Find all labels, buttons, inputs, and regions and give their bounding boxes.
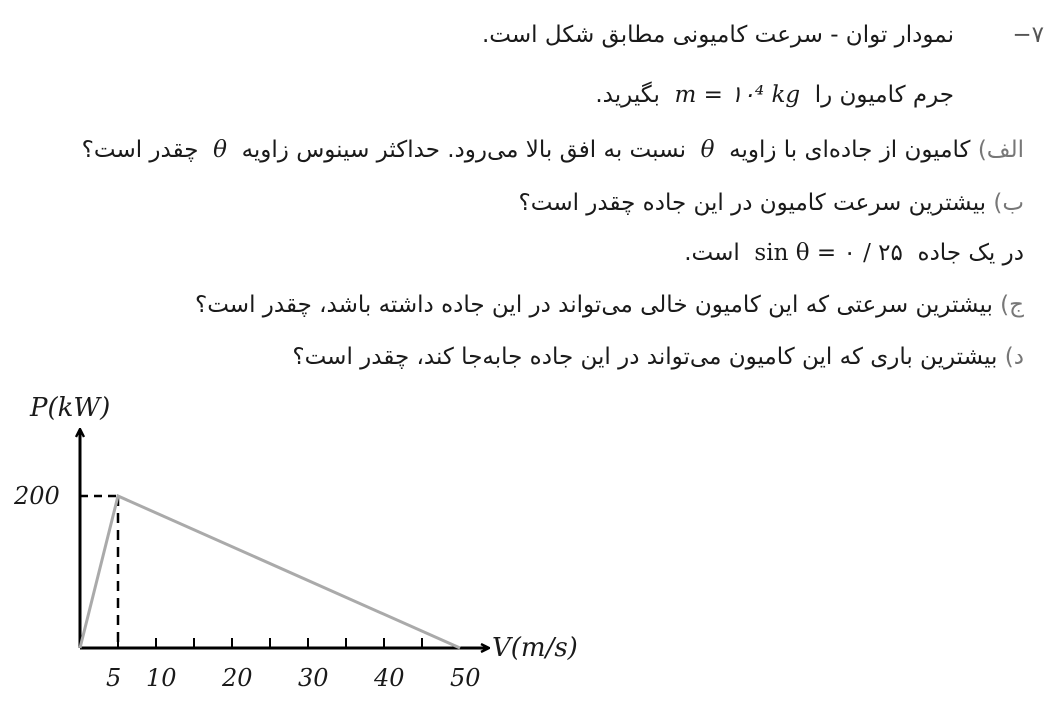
- part-b: [20, 186, 1024, 220]
- mass-text-pre: جرم کامیون را: [814, 82, 954, 108]
- theta-symbol-2: θ: [213, 137, 227, 163]
- theta-symbol: θ: [700, 137, 715, 163]
- y-axis-label: P(kW): [30, 393, 111, 423]
- intro-text: نمودار توان - سرعت کامیونی مطابق شکل است.: [481, 22, 954, 48]
- mass-formula: m = ۱۰⁴ kg: [674, 82, 801, 108]
- given-text-post: است.: [684, 240, 740, 266]
- x-tick-label: 5: [106, 664, 122, 692]
- power-velocity-chart: [0, 386, 640, 716]
- part-a: [20, 133, 1024, 167]
- part-b-text: بیشترین سرعت کامیون در این جاده چقدر است؟: [518, 190, 987, 216]
- part-c-label: ج): [1000, 292, 1024, 318]
- part-c-text: بیشترین سرعتی که این کامیون خالی می‌تواند در این جاده داشته باشد، چقدر است؟: [195, 292, 993, 318]
- part-a-text-2: نسبت به افق بالا می‌رود. حداکثر سینوس زاویه: [241, 137, 686, 163]
- part-d: [20, 340, 1024, 374]
- given-text-pre: در یک جاده: [917, 240, 1024, 266]
- series-line: [80, 496, 460, 648]
- part-b-label: ب): [993, 190, 1024, 216]
- y-tick-label: 200: [14, 482, 60, 510]
- mass-text-post: بگیرید.: [595, 82, 660, 108]
- given-condition: [20, 236, 1024, 270]
- x-tick-label: 10: [146, 664, 177, 692]
- part-d-text: بیشترین باری که این کامیون می‌تواند در این جاده جابه‌جا کند، چقدر است؟: [292, 344, 998, 370]
- part-a-text-1: کامیون از جاده‌ای با زاویه: [729, 137, 971, 163]
- x-tick-label: 40: [374, 664, 405, 692]
- part-c: [20, 288, 1024, 322]
- part-a-text-3: چقدر است؟: [81, 137, 199, 163]
- x-tick-label: 20: [222, 664, 253, 692]
- problem-intro: [20, 18, 954, 52]
- problem-mass-line: [20, 78, 954, 112]
- problem-number: ۷−: [1012, 22, 1044, 48]
- x-tick-label: 30: [298, 664, 329, 692]
- part-d-label: د): [1004, 344, 1024, 370]
- part-a-label: الف): [977, 137, 1024, 163]
- x-tick-label: 50: [450, 664, 481, 692]
- x-axis-label: V(m/s): [492, 633, 578, 663]
- sin-formula: sin θ = ۰ / ۲۵: [754, 240, 903, 266]
